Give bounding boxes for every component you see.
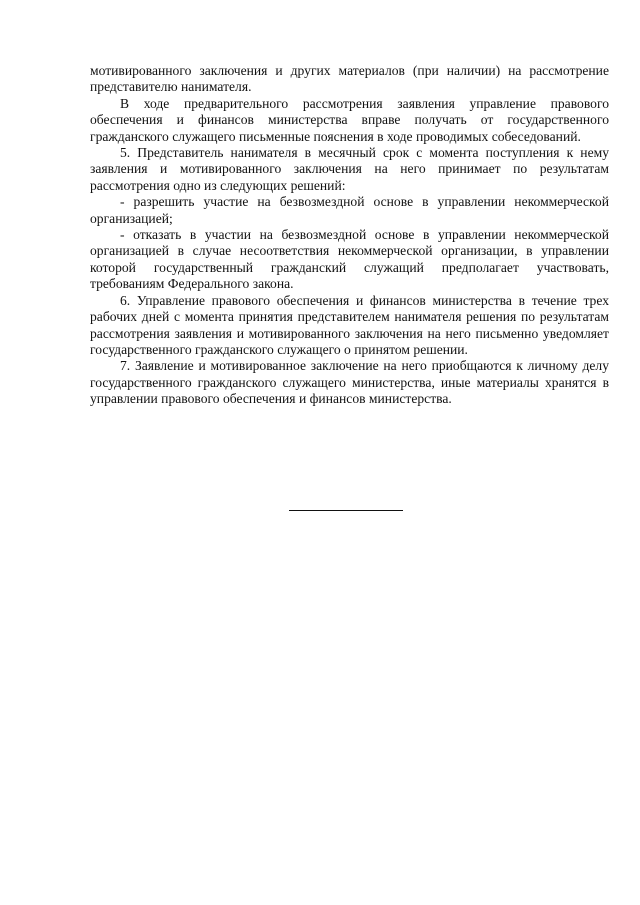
paragraph-preliminary-review: В ходе предварительного рассмотрения заявления управление правового обеспечения и финансов министерства вправе получать от государственного гражданского служащего письменные пояснения в ходе проводимых собеседований. [90, 95, 609, 144]
paragraph-item-6: 6. Управление правового обеспечения и финансов министерства в течение трех рабочих дней с момента принятия представителем нанимателя решения по результатам рассмотрения заявления и мотивированного заключения на него письменно уведомляет государственного гражданского служащего о принятом решении. [90, 292, 609, 357]
paragraph-option-permit: - разрешить участие на безвозмездной основе в управлении некоммерческой организацией; [90, 194, 609, 226]
paragraph-item-5: 5. Представитель нанимателя в месячный срок с момента поступления к нему заявления и мотивированного заключения на него принимает по результатам рассмотрения одно из следующих решений: [90, 145, 609, 193]
end-separator-line [289, 510, 403, 511]
paragraph-option-refuse: - отказать в участии на безвозмездной основе в управлении некоммерческой организацией в случае несоответствия некоммерческой организации, в управлении которой государственный гражданский служащий предполагает участвовать, требованиям Федерального закона. [90, 227, 609, 292]
document-body [90, 63, 609, 408]
paragraph-item-7: 7. Заявление и мотивированное заключение на него приобщаются к личному делу государственного гражданского служащего министерства, иные материалы хранятся в управлении правового обеспечения и финансов министерства. [90, 358, 609, 407]
paragraph-continuation: мотивированного заключения и других материалов (при наличии) на рассмотрение представителю нанимателя. [90, 63, 609, 95]
